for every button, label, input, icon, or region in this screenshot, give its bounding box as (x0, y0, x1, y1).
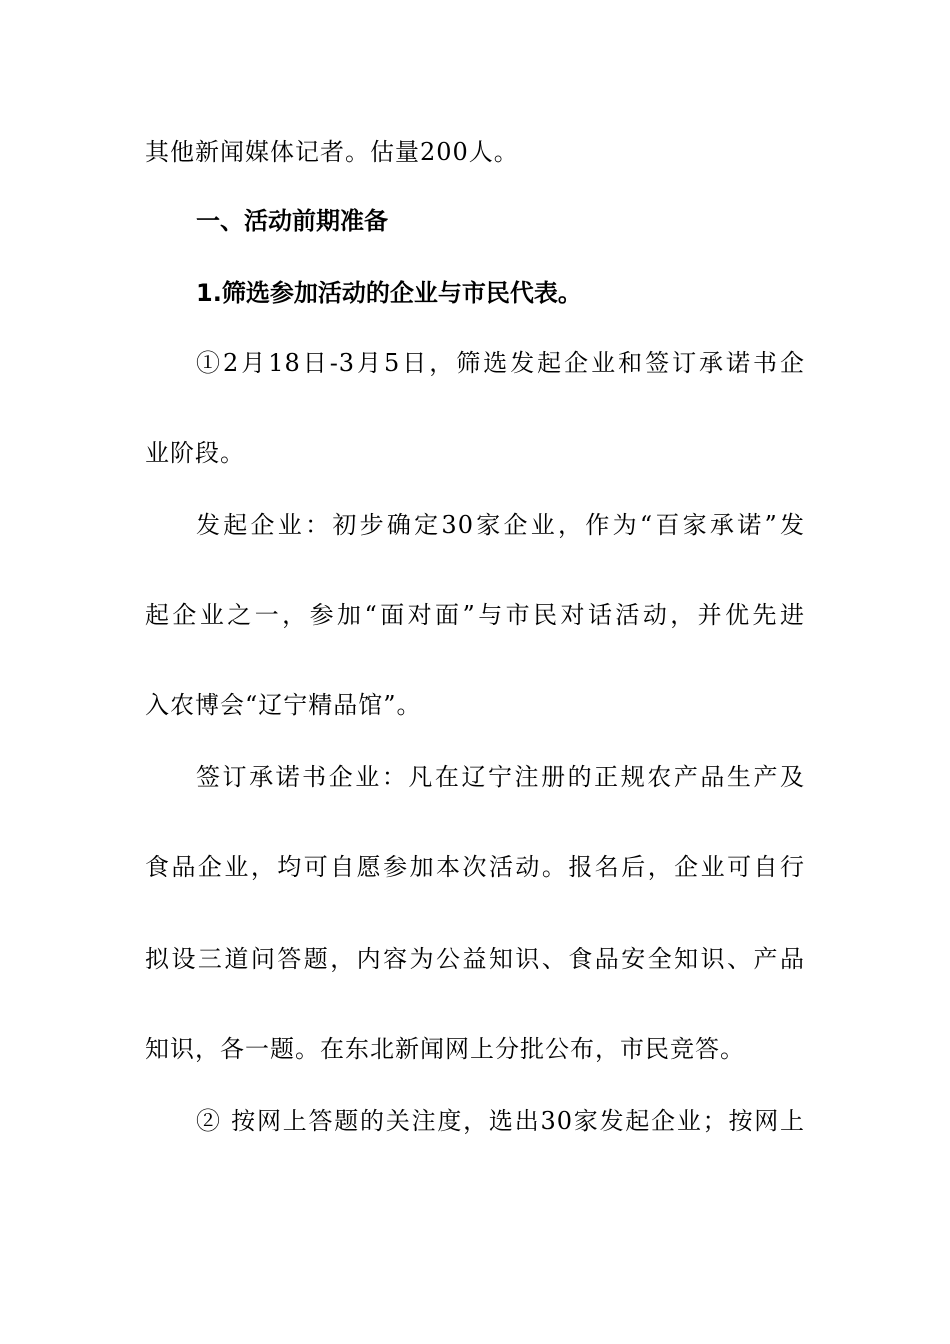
paragraph-line: 发起企业：初步确定30家企业，作为“百家承诺”发 (196, 511, 805, 539)
paragraph-line: 签订承诺书企业：凡在辽宁注册的正规农产品生产及 (196, 763, 805, 791)
paragraph-line: ② 按网上答题的关注度，选出30家发起企业；按网上 (196, 1107, 805, 1135)
subsection-heading: 1.筛选参加活动的企业与市民代表。 (196, 279, 582, 307)
paragraph-line: 起企业之一，参加“面对面”与市民对话活动，并优先进 (145, 601, 805, 629)
paragraph-line: 业阶段。 (145, 439, 245, 467)
paragraph-line: 入农博会“辽宁精品馆”。 (145, 691, 422, 719)
paragraph-line: 食品企业，均可自愿参加本次活动。报名后，企业可自行 (145, 853, 805, 881)
paragraph-line: 其他新闻媒体记者。估量200人。 (145, 138, 519, 166)
paragraph-line: 知识，各一题。在东北新闻网上分批公布，市民竞答。 (145, 1035, 745, 1063)
paragraph-line: 拟设三道问答题，内容为公益知识、食品安全知识、产品 (145, 945, 805, 973)
section-heading: 一、活动前期准备 (196, 207, 388, 235)
paragraph-line: ①2月18日-3月5日，筛选发起企业和签订承诺书企 (196, 349, 805, 377)
